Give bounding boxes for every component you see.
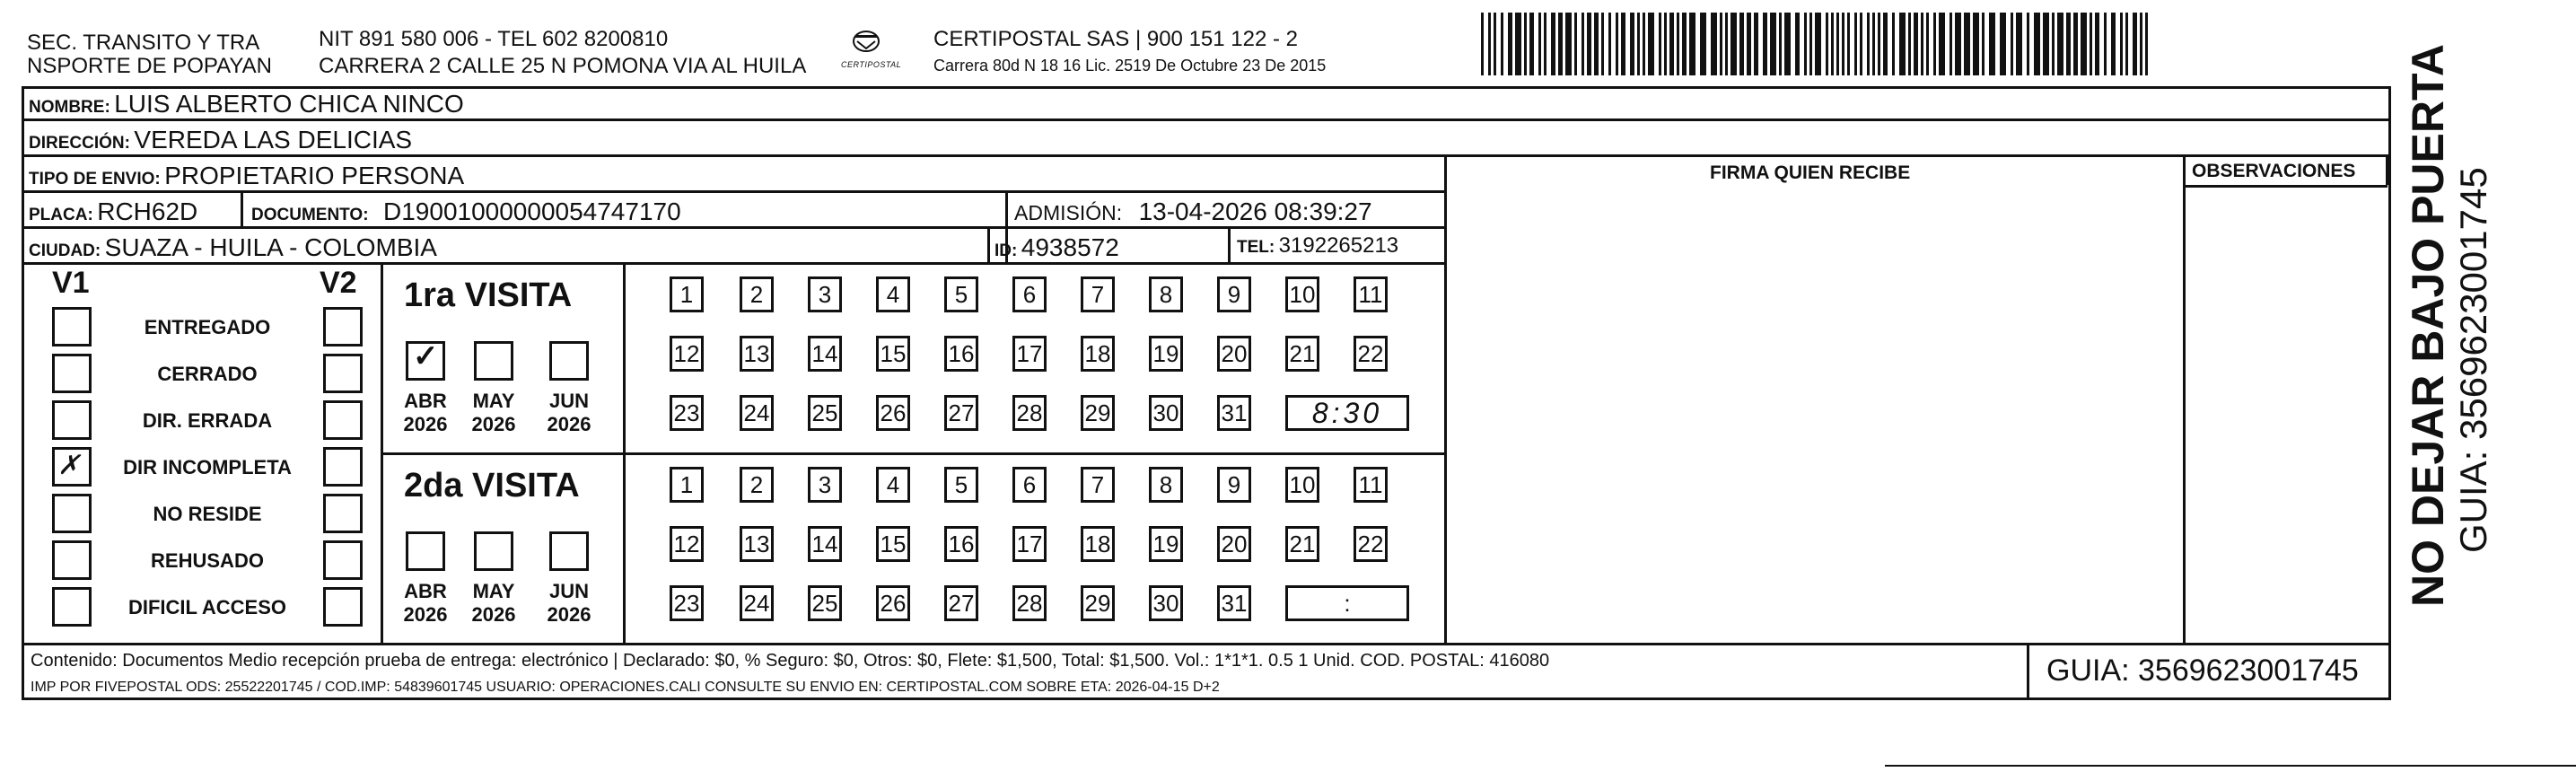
id-row: [994, 235, 1119, 260]
placa-value: RCH62D: [97, 197, 198, 225]
second-day-box[interactable]: 15: [876, 526, 910, 562]
tipo-label: TIPO DE ENVIO:: [29, 170, 161, 189]
v2-checkbox[interactable]: [323, 587, 363, 627]
placa-label: PLACA:: [29, 206, 93, 224]
tel-value: 3192265213: [1278, 233, 1399, 258]
month-name: MAY: [472, 580, 515, 602]
second-month-checkbox[interactable]: [406, 531, 445, 571]
contents-line: Contenido: Documentos Medio recepción prueba de entrega: electrónico | Declarado: $0, % Seguro: $0, Otros: $0, Flete: $1,500, Total: $1,500. Vol.: 1*1*1. 0.5 1 Unid. COD. POSTAL: 416080: [31, 651, 1550, 671]
nit-line: NIT 891 580 006 - TEL 602 8200810: [319, 27, 669, 51]
status-label: ENTREGADO: [144, 316, 271, 338]
v1-checkbox[interactable]: [52, 400, 92, 440]
second-day-box[interactable]: 1: [670, 467, 704, 503]
status-label: CERRADO: [157, 363, 258, 385]
first-time-box[interactable]: 8:30: [1285, 395, 1409, 431]
first-visit-title: 1ra VISITA: [404, 276, 573, 314]
month-name: ABR: [404, 580, 447, 602]
observaciones-label: OBSERVACIONES: [2192, 161, 2356, 181]
v2-checkbox[interactable]: [323, 447, 363, 487]
v1-mark: ✗: [57, 451, 81, 480]
second-day-box[interactable]: 26: [876, 585, 910, 621]
first-day-box[interactable]: 15: [876, 336, 910, 372]
tel-row: [1237, 235, 1398, 257]
second-day-box[interactable]: 28: [1012, 585, 1047, 621]
first-day-box[interactable]: 22: [1354, 336, 1388, 372]
first-day-box[interactable]: 27: [944, 395, 978, 431]
tipo-value: PROPIETARIO PERSONA: [164, 162, 465, 189]
first-day-box[interactable]: 8: [1149, 276, 1183, 312]
month-name: ABR: [404, 390, 447, 412]
second-day-box[interactable]: 6: [1012, 467, 1047, 503]
first-day-box[interactable]: 14: [808, 336, 842, 372]
ciudad-label: CIUDAD:: [29, 241, 101, 260]
first-day-box[interactable]: 17: [1012, 336, 1047, 372]
side-guia: GUIA: 3569623001745: [2452, 167, 2494, 553]
first-day-box[interactable]: 9: [1217, 276, 1251, 312]
second-day-box[interactable]: 21: [1285, 526, 1319, 562]
bottom-rule: [1885, 765, 2576, 767]
second-day-box[interactable]: 5: [944, 467, 978, 503]
first-day-box[interactable]: 19: [1149, 336, 1183, 372]
second-day-box[interactable]: 31: [1217, 585, 1251, 621]
first-day-box[interactable]: 12: [670, 336, 704, 372]
second-day-box[interactable]: 22: [1354, 526, 1388, 562]
first-day-box[interactable]: 29: [1081, 395, 1115, 431]
second-day-box[interactable]: 27: [944, 585, 978, 621]
month-year: 2026: [403, 413, 448, 436]
second-visit-title: 2da VISITA: [404, 467, 580, 504]
first-day-box[interactable]: 6: [1012, 276, 1047, 312]
nombre-value: LUIS ALBERTO CHICA NINCO: [114, 90, 464, 118]
imp-line: IMP POR FIVEPOSTAL ODS: 25522201745 / COD.IMP: 54839601745 USUARIO: OPERACIONES.CALI CONSULTE SU ENVIO EN: CERTIPOSTAL.COM SOBRE ETA: 2026-04-15 D+2: [31, 680, 1220, 695]
second-day-box[interactable]: 23: [670, 585, 704, 621]
second-month-checkbox[interactable]: [474, 531, 513, 571]
second-day-box[interactable]: 30: [1149, 585, 1183, 621]
barcode: [1481, 13, 2154, 75]
v2-checkbox[interactable]: [323, 540, 363, 580]
courier-license: Carrera 80d N 18 16 Lic. 2519 De Octubre 23 De 2015: [933, 57, 1327, 75]
org-name-line1: SEC. TRANSITO Y TRA: [27, 31, 260, 55]
first-day-box[interactable]: 31: [1217, 395, 1251, 431]
month-year: 2026: [471, 413, 516, 436]
second-day-box[interactable]: 29: [1081, 585, 1115, 621]
second-time-box[interactable]: :: [1285, 585, 1409, 621]
status-label: DIR. ERRADA: [142, 409, 273, 432]
documento-label: DOCUMENTO:: [251, 206, 369, 224]
v2-checkbox[interactable]: [323, 400, 363, 440]
direccion-row: [29, 127, 412, 153]
second-day-box[interactable]: 16: [944, 526, 978, 562]
second-month-label: [393, 580, 458, 627]
first-month-label: [393, 390, 458, 437]
first-day-box[interactable]: 20: [1217, 336, 1251, 372]
second-day-box[interactable]: 4: [876, 467, 910, 503]
id-value: 4938572: [1021, 233, 1119, 261]
second-day-box[interactable]: 19: [1149, 526, 1183, 562]
org-name-line2: NSPORTE DE POPAYAN: [27, 54, 272, 78]
ciudad-row: [29, 235, 437, 260]
first-month-label: [461, 390, 526, 437]
second-month-label: [461, 580, 526, 627]
documento-value: D19001000000054747170: [383, 197, 681, 225]
v1-checkbox[interactable]: [52, 494, 92, 533]
first-day-box[interactable]: 24: [740, 395, 774, 431]
admision-value: 13-04-2026 08:39:27: [1138, 197, 1372, 225]
v1-header: V1: [52, 266, 90, 300]
v1-checkbox[interactable]: [52, 307, 92, 347]
placa-row: [29, 199, 197, 224]
second-month-label: [537, 580, 601, 627]
footer-guia: GUIA: 3569623001745: [2046, 654, 2359, 688]
v2-checkbox[interactable]: [323, 307, 363, 347]
second-day-box[interactable]: 14: [808, 526, 842, 562]
second-day-box[interactable]: 10: [1285, 467, 1319, 503]
first-month-mark: ✓: [413, 339, 439, 373]
first-day-box[interactable]: 26: [876, 395, 910, 431]
second-day-box[interactable]: 8: [1149, 467, 1183, 503]
first-day-box[interactable]: 30: [1149, 395, 1183, 431]
first-day-box[interactable]: 4: [876, 276, 910, 312]
first-day-box[interactable]: 16: [944, 336, 978, 372]
admision-row: [1014, 199, 1372, 224]
first-day-box[interactable]: 2: [740, 276, 774, 312]
certipostal-logo: [839, 27, 902, 72]
first-day-box[interactable]: 25: [808, 395, 842, 431]
ciudad-value: SUAZA - HUILA - COLOMBIA: [104, 233, 437, 261]
status-label: REHUSADO: [151, 549, 264, 572]
first-day-box[interactable]: 10: [1285, 276, 1319, 312]
id-label: ID:: [994, 241, 1018, 260]
first-day-box[interactable]: 5: [944, 276, 978, 312]
v2-checkbox[interactable]: [323, 354, 363, 393]
admision-label: ADMISIÓN:: [1014, 201, 1123, 224]
second-day-box[interactable]: 2: [740, 467, 774, 503]
nombre-label: NOMBRE:: [29, 98, 110, 117]
v1-checkbox[interactable]: [52, 354, 92, 393]
second-day-box[interactable]: 25: [808, 585, 842, 621]
address-line: CARRERA 2 CALLE 25 N POMONA VIA AL HUILA: [319, 54, 807, 78]
courier-name: CERTIPOSTAL SAS | 900 151 122 - 2: [933, 27, 1298, 51]
v1-checkbox[interactable]: [52, 587, 92, 627]
second-day-box[interactable]: 7: [1081, 467, 1115, 503]
second-month-checkbox[interactable]: [549, 531, 589, 571]
first-day-box[interactable]: 11: [1354, 276, 1388, 312]
first-day-box[interactable]: 23: [670, 395, 704, 431]
first-day-box[interactable]: 7: [1081, 276, 1115, 312]
status-label: DIR INCOMPLETA: [123, 456, 292, 478]
month-name: MAY: [472, 390, 515, 412]
direccion-value: VEREDA LAS DELICIAS: [134, 126, 413, 154]
first-day-box[interactable]: 13: [740, 336, 774, 372]
no-dejar-bajo-puerta: NO DEJAR BAJO PUERTA: [2403, 44, 2453, 607]
second-day-box[interactable]: 20: [1217, 526, 1251, 562]
logo-caption: CERTIPOSTAL: [841, 60, 902, 69]
month-name: JUN: [548, 580, 589, 602]
second-day-box[interactable]: 24: [740, 585, 774, 621]
nombre-row: [29, 92, 464, 117]
first-month-checkbox[interactable]: [474, 341, 513, 381]
month-year: 2026: [547, 413, 591, 436]
first-day-box[interactable]: 3: [808, 276, 842, 312]
second-day-box[interactable]: 3: [808, 467, 842, 503]
second-day-box[interactable]: 11: [1354, 467, 1388, 503]
v2-header: V2: [320, 266, 357, 300]
first-day-box[interactable]: 18: [1081, 336, 1115, 372]
first-day-box[interactable]: 21: [1285, 336, 1319, 372]
second-day-box[interactable]: 12: [670, 526, 704, 562]
month-year: 2026: [471, 603, 516, 627]
second-day-box[interactable]: 18: [1081, 526, 1115, 562]
v2-checkbox[interactable]: [323, 494, 363, 533]
first-day-box[interactable]: 28: [1012, 395, 1047, 431]
first-month-label: [537, 390, 601, 437]
v1-checkbox[interactable]: [52, 540, 92, 580]
month-year: 2026: [547, 603, 591, 627]
documento-row: [251, 199, 681, 224]
second-day-box[interactable]: 13: [740, 526, 774, 562]
second-day-box[interactable]: 17: [1012, 526, 1047, 562]
status-label: NO RESIDE: [153, 503, 262, 525]
status-label: DIFICIL ACCESO: [127, 596, 286, 618]
month-name: JUN: [548, 390, 589, 412]
first-day-box[interactable]: 1: [670, 276, 704, 312]
firma-label: FIRMA QUIEN RECIBE: [1710, 162, 1911, 183]
tipo-row: [29, 163, 464, 189]
second-day-box[interactable]: 9: [1217, 467, 1251, 503]
first-month-checkbox[interactable]: [549, 341, 589, 381]
month-year: 2026: [403, 603, 448, 627]
direccion-label: DIRECCIÓN:: [29, 134, 130, 153]
tel-label: TEL:: [1237, 238, 1275, 257]
